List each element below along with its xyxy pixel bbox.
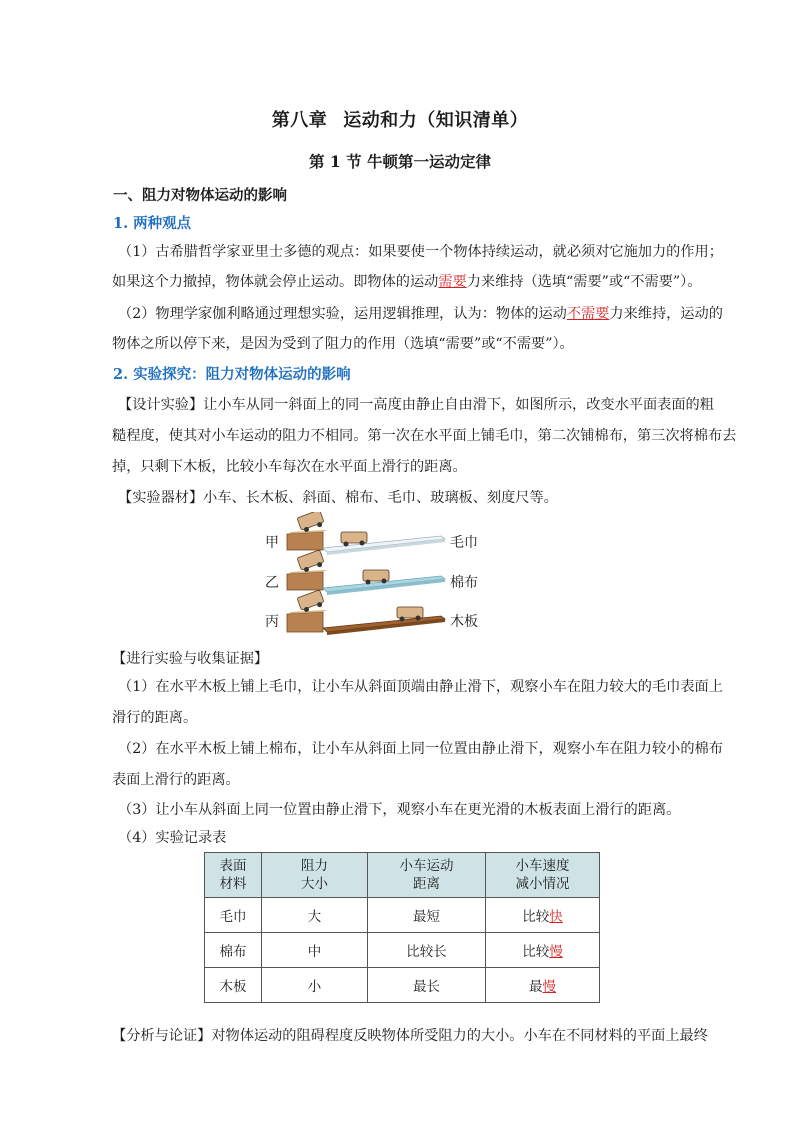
subheading-experiment: 2. 实验探究：阻力对物体运动的影响 — [113, 366, 351, 383]
answer-blank: 慢 — [549, 944, 563, 960]
heading-resistance-effect: 一、阻力对物体运动的影响 — [113, 187, 287, 204]
design-line3: 掉，只剩下木板，比较小车每次在水平面上滑行的距离。 — [112, 459, 467, 475]
label-cloth: 棉布 — [450, 575, 478, 591]
section-title: 第 1 节 牛顿第一运动定律 — [309, 152, 491, 171]
chapter-title — [0, 106, 800, 132]
subheading-two-views: 1. 两种观点 — [113, 215, 192, 232]
answer-blank: 需要 — [438, 274, 467, 290]
design-line2: 糙程度，使其对小车运动的阻力不相同。第一次在水平面上铺毛巾，第二次铺棉布，第三次将棉布去 — [112, 428, 737, 444]
procedure2-line1: （2）在水平木板上铺上棉布，让小车从斜面上同一位置由静止滑下，观察小车在阻力较小的棉布 — [118, 741, 723, 757]
chapter-name: 运动和力（知识清单） — [343, 110, 529, 131]
procedure1-line1: （1）在水平木板上铺上毛巾，让小车从斜面顶端由静止滑下，观察小车在阻力较大的毛巾表面上 — [118, 679, 723, 695]
procedure4-line: （4）实验记录表 — [118, 830, 227, 846]
label-yi: 乙 — [265, 575, 279, 591]
row-board — [287, 590, 445, 635]
label-board: 木板 — [450, 614, 478, 630]
analysis-line: 【分析与论证】对物体运动的阻碍程度反映物体所受阻力的大小。小车在不同材料的平面上最终 — [112, 1028, 708, 1044]
procedure3-line: （3）让小车从斜面上同一位置由静止滑下，观察小车在更光滑的木板表面上滑行的距离。 — [118, 802, 681, 818]
header-distance: 小车运动 距离 — [368, 853, 486, 898]
answer-blank: 慢 — [542, 979, 556, 995]
table-row: 棉布 中 比较长 比较慢 — [205, 933, 600, 968]
row-towel — [287, 512, 445, 555]
table-row: 木板 小 最长 最慢 — [205, 968, 600, 1003]
paragraph-galileo-line2: 物体之所以停下来，是因为受到了阻力的作用（选填“需要”或“不需要”）。 — [112, 336, 574, 352]
answer-blank: 不需要 — [566, 306, 610, 322]
table-header-row — [205, 853, 600, 898]
chapter-number: 第八章 — [271, 110, 328, 131]
label-towel: 毛巾 — [450, 535, 478, 551]
procedure2-line2: 表面上滑行的距离。 — [112, 772, 240, 788]
header-material: 表面 材料 — [205, 853, 262, 898]
paragraph-galileo-line1: （2）物理学家伽利略通过理想实验，运用逻辑推理，认为：物体的运动不需要力来维持，运动的 — [118, 306, 723, 322]
procedure1-line2: 滑行的距离。 — [112, 710, 198, 726]
row-cloth — [287, 550, 445, 595]
label-jia: 甲 — [265, 535, 279, 551]
header-resistance: 阻力 大小 — [262, 853, 368, 898]
answer-blank: 快 — [549, 909, 563, 925]
label-bing: 丙 — [265, 614, 279, 630]
paragraph-aristotle-line2: 如果这个力撤掉，物体就会停止运动。即物体的运动需要力来维持（选填“需要”或“不需要”）。 — [112, 274, 702, 290]
record-table — [204, 852, 600, 1003]
materials-line: 【实验器材】小车、长木板、斜面、棉布、毛巾、玻璃板、刻度尺等。 — [118, 490, 558, 506]
header-speed-change: 小车速度 减小情况 — [486, 853, 600, 898]
paragraph-aristotle-line1: （1）古希腊哲学家亚里士多德的观点：如果要使一个物体持续运动，就必须对它施加力的作用； — [118, 244, 723, 260]
table-row: 毛巾 大 最短 比较快 — [205, 898, 600, 933]
experiment-figure — [265, 512, 485, 637]
procedure-heading: 【进行实验与收集证据】 — [112, 651, 269, 667]
design-line1: 【设计实验】让小车从同一斜面上的同一高度由静止自由滑下，如图所示，改变水平面表面的粗 — [118, 397, 714, 413]
ramp-and-car-drawing — [285, 512, 465, 637]
